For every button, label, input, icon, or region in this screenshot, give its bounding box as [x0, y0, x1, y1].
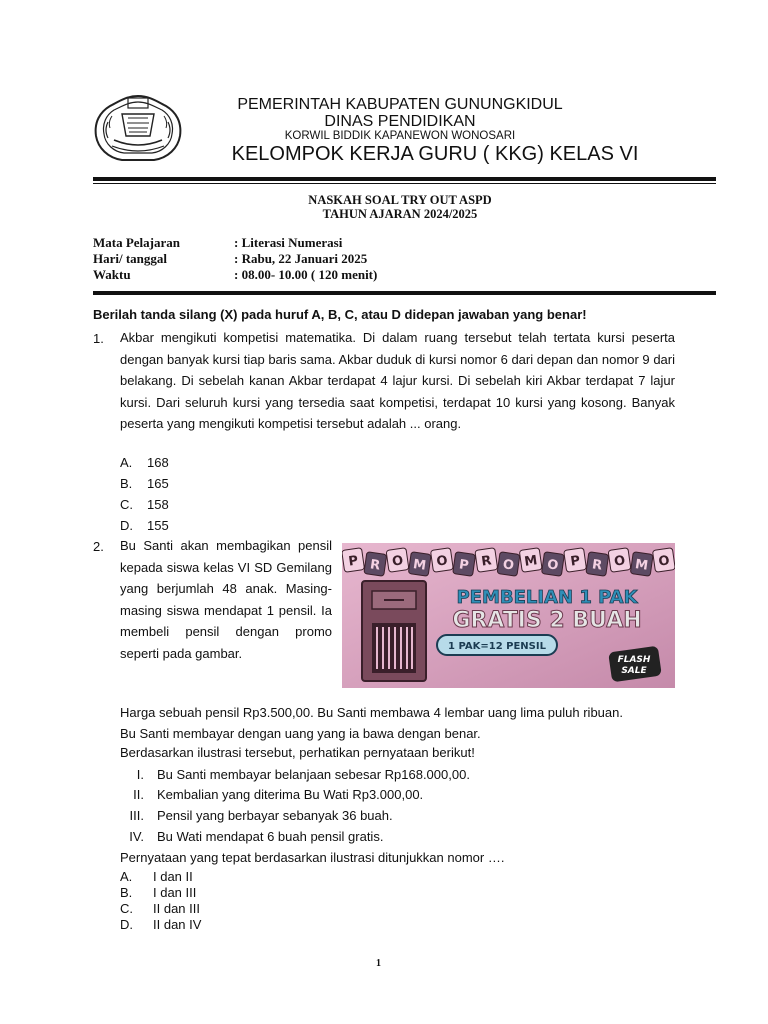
header-department: DINAS PENDIDIKAN: [324, 113, 476, 130]
q1-option-d-value: 155: [147, 518, 169, 533]
promo-tag-letter: O: [501, 557, 515, 574]
q2-statement-2-num: II.: [133, 787, 144, 802]
header-rule-thin: [93, 183, 716, 184]
promo-tag: [453, 552, 476, 577]
promo-tag-letter: P: [569, 553, 582, 570]
promo-tag: [519, 548, 542, 573]
promo-tag-letter: O: [546, 557, 560, 574]
promo-tag-letter: R: [480, 553, 493, 570]
flash-sale-text-1: FLASH: [617, 655, 651, 665]
promo-tag-letter: P: [458, 557, 470, 574]
q1-option-c-value: 158: [147, 497, 169, 512]
promo-tag: [364, 552, 387, 577]
q2-option-b-letter: B.: [120, 885, 133, 900]
promo-tag: [475, 548, 498, 573]
pencil-box-icon: [362, 581, 426, 681]
promo-tag-letter: O: [613, 553, 627, 570]
q1-option-d-letter: D.: [120, 518, 133, 533]
q2-option-a-value: I dan II: [153, 869, 193, 884]
exam-title: [200, 193, 600, 221]
promo-image: [342, 543, 675, 688]
promo-tag-letter: M: [523, 553, 539, 570]
info-label-subject: Mata Pelajaran: [93, 235, 181, 250]
promo-tag: [608, 548, 631, 573]
flash-sale-text-2: SALE: [621, 666, 647, 676]
q2-number: 2.: [93, 539, 104, 554]
promo-tag-letter: R: [591, 557, 604, 574]
q2-option-b-value: I dan III: [153, 885, 197, 900]
info-label-time: Waktu: [93, 267, 131, 282]
promo-tag: [564, 548, 587, 573]
promo-tag: [342, 548, 365, 573]
promo-tag: [541, 552, 564, 577]
instruction-text: Berilah tanda silang (X) pada huruf A, B, C, atau D didepan jawaban yang benar!: [93, 307, 587, 322]
q2-statement-3-text: Pensil yang berbayar sebanyak 36 buah.: [157, 808, 393, 823]
promo-tag: [408, 552, 431, 577]
promo-tag-letter: R: [369, 557, 382, 574]
q1-option-a-value: 168: [147, 455, 169, 470]
promo-tag-letter: P: [347, 553, 360, 570]
q2-option-d-letter: D.: [120, 917, 133, 932]
promo-headline-2: GRATIS 2 BUAH: [452, 608, 642, 633]
promo-tag: [430, 548, 453, 573]
q2-option-c-letter: C.: [120, 901, 133, 916]
page-number: 1: [376, 958, 381, 969]
header-government: PEMERINTAH KABUPATEN GUNUNGKIDUL: [237, 96, 563, 113]
exam-title-line2: TAHUN AJARAN 2024/2025: [322, 207, 478, 221]
info-label-date: Hari/ tanggal: [93, 251, 168, 266]
promo-tag-letter: O: [391, 553, 405, 570]
q1-option-b-letter: B.: [120, 476, 133, 491]
q1-option-a-letter: A.: [120, 455, 133, 470]
info-rule: [93, 291, 716, 295]
promo-tag-letter: M: [634, 557, 649, 574]
promo-headline-1: PEMBELIAN 1 PAK: [456, 587, 638, 608]
q1-option-b-value: 165: [147, 476, 169, 491]
info-value-time: : 08.00- 10.00 ( 120 menit): [234, 267, 378, 282]
promo-tag: [497, 552, 520, 577]
promo-tag-letter: M: [412, 557, 427, 574]
q2-option-c-value: II dan III: [153, 901, 200, 916]
promo-tag: [630, 552, 653, 577]
q2-statement-1-text: Bu Santi membayar belanjaan sebesar Rp168.000,00.: [157, 767, 470, 782]
header-rule-thick: [93, 177, 716, 181]
exam-title-line1: NASKAH SOAL TRY OUT ASPD: [308, 193, 492, 207]
q2-question: Pernyataan yang tepat berdasarkan ilustrasi ditunjukkan nomor ….: [120, 850, 505, 865]
promo-tag: [652, 548, 675, 573]
info-value-subject: : Literasi Numerasi: [234, 235, 343, 250]
q1-number: 1.: [93, 331, 104, 346]
promo-tag-letter: O: [657, 553, 671, 570]
q1-text: Akbar mengikuti kompetisi matematika. Di dalam ruang tersebut telah tertata kursi peserta dengan banyak kursi tiap baris sama. Akbar duduk di kursi nomor 6 dari depan dan nomor 9 dari belakang. Di sebelah kanan Akbar terdapat 4 lajur kursi. Di sebelah kiri Akbar terdapat 7 lajur kursi. Dari seluruh kursi yang tersedia saat kompetisi, terdapat 10 kursi yang kosong. Banyak peserta yang mengikuti kompetisi tersebut adalah ... orang.: [120, 330, 675, 432]
promo-pill-text: 1 PAK=12 PENSIL: [448, 641, 546, 652]
q2-statement-4-num: IV.: [129, 829, 144, 844]
info-value-date: : Rabu, 22 Januari 2025: [234, 251, 368, 266]
q2-statement-2-text: Kembalian yang diterima Bu Wati Rp3.000,00.: [157, 787, 424, 802]
q2-statement-1-num: I.: [136, 767, 144, 782]
q2-option-d-value: II dan IV: [153, 917, 202, 932]
q2-intro: Bu Santi akan membagikan pensil kepada siswa kelas VI SD Gemilang yang berjumlah 48 anak. Masing-masing siswa mendapat 1 pensil. Ia membeli pensil dengan promo seperti pada gambar.: [120, 538, 332, 661]
promo-tag: [586, 552, 609, 577]
q2-statement-4-text: Bu Wati mendapat 6 buah pensil gratis.: [157, 829, 384, 844]
q2-price-line-1: Harga sebuah pensil Rp3.500,00. Bu Santi membawa 4 lembar uang lima puluh ribuan.: [120, 705, 623, 720]
promo-tag-letter: O: [435, 553, 449, 570]
q2-option-a-letter: A.: [120, 869, 133, 884]
q1-option-c-letter: C.: [120, 497, 133, 512]
q2-price-line-2: Bu Santi membayar dengan uang yang ia bawa dengan benar.: [120, 726, 481, 741]
header-group: KELOMPOK KERJA GURU ( KKG) KELAS VI: [231, 143, 639, 165]
q2-statement-3-num: III.: [129, 808, 144, 823]
regency-seal-logo: [92, 92, 184, 164]
promo-tag: [386, 548, 409, 573]
q2-price-line-3: Berdasarkan ilustrasi tersebut, perhatikan pernyataan berikut!: [120, 745, 475, 760]
header-region: KORWIL BIDDIK KAPANEWON WONOSARI: [284, 130, 516, 142]
